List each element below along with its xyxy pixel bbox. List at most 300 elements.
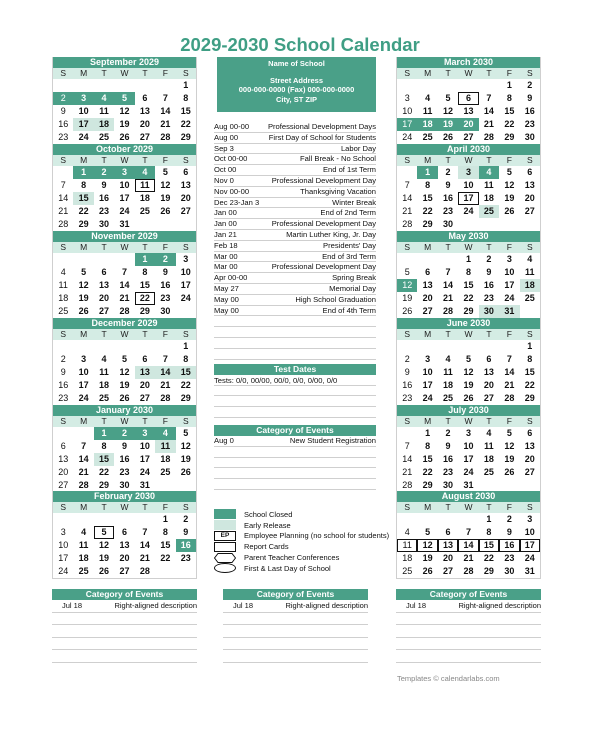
legend-label: Parent Teacher Conferences (244, 553, 340, 563)
event-description: Fall Break - No School (300, 154, 376, 164)
event-description: Professional Development Day (271, 175, 376, 185)
day-cell: 4 (94, 92, 114, 105)
category-row (223, 600, 368, 613)
day-cell: 12 (119, 367, 130, 377)
event-date: May 27 (214, 283, 239, 293)
day-cell: 27 (422, 306, 433, 316)
day-cell (458, 340, 478, 353)
event-row (214, 219, 376, 230)
day-cell: 1 (486, 514, 492, 524)
page-title: 2029-2030 School Calendar (180, 34, 420, 55)
day-cell: 17 (73, 118, 93, 131)
day-cell: 13 (139, 106, 150, 116)
weekday-header (397, 329, 540, 340)
weekday-label: T (445, 155, 451, 165)
day-cell: 21 (443, 293, 454, 303)
legend-label: Early Release (244, 520, 291, 530)
day-cell: 22 (180, 119, 191, 129)
day-cell: 22 (135, 292, 155, 305)
day-cell: 3 (73, 92, 93, 105)
legend-label: First & Last Day of School (244, 563, 331, 573)
event-description: Thanksgiving Vacation (300, 186, 376, 196)
weekday-header (53, 68, 196, 79)
day-cell: 12 (99, 540, 110, 550)
month-title: August 2030 (397, 491, 540, 502)
category-date: Jul 18 (62, 601, 83, 610)
day-cell: 7 (162, 354, 168, 364)
weekday-label: M (80, 242, 88, 252)
day-cell: 16 (160, 280, 171, 290)
day-cell: 30 (160, 306, 171, 316)
day-cell: 8 (425, 180, 431, 190)
day-cell: 9 (404, 367, 410, 377)
day-cell: 5 (94, 526, 114, 539)
day-cell: 19 (463, 380, 474, 390)
day-cell: 9 (162, 267, 168, 277)
day-cell: 2 (94, 166, 114, 179)
category-desc: Right-aligned description (285, 601, 368, 610)
day-cell: 4 (486, 428, 492, 438)
event-row (214, 230, 376, 241)
weekday-header (397, 502, 540, 513)
day-cell: 1 (527, 341, 533, 351)
month-block (52, 57, 197, 158)
event-description: Winter Break (332, 197, 376, 207)
day-cell (94, 513, 114, 526)
day-cell: 9 (506, 527, 512, 537)
month-title: October 2029 (53, 144, 196, 155)
event-date: Oct 00 (214, 165, 237, 175)
day-cell (135, 513, 155, 526)
day-cell: 26 (463, 393, 474, 403)
weekday-label: S (404, 329, 411, 339)
day-cell: 29 (463, 306, 474, 316)
day-cell: 21 (78, 467, 89, 477)
day-cell: 13 (422, 280, 433, 290)
day-cell: 11 (525, 267, 535, 277)
day-cell: 2 (506, 514, 512, 524)
day-cell: 25 (402, 566, 413, 576)
event-date: Mar 00 (214, 251, 238, 261)
weekday-label: S (526, 329, 533, 339)
day-cell: 27 (483, 393, 494, 403)
blank-line (52, 613, 197, 626)
day-grid (53, 166, 196, 231)
day-cell: 19 (402, 293, 413, 303)
event-row (214, 122, 376, 133)
day-cell: 17 (422, 380, 433, 390)
weekday-label: T (142, 68, 148, 78)
bottom-events-right (396, 589, 541, 663)
day-cell: 11 (99, 106, 109, 116)
day-cell: 11 (397, 539, 417, 552)
day-cell: 10 (402, 106, 413, 116)
event-row (214, 273, 376, 284)
day-cell: 11 (58, 280, 68, 290)
weekday-header (53, 329, 196, 340)
day-cell: 30 (119, 480, 130, 490)
day-cell: 18 (99, 380, 110, 390)
day-cell: 15 (504, 106, 515, 116)
day-cell: 17 (78, 380, 89, 390)
day-cell: 21 (402, 206, 413, 216)
weekday-label: S (526, 502, 533, 512)
day-cell: 21 (463, 553, 474, 563)
event-date: Jan 00 (214, 219, 237, 229)
day-cell: 22 (422, 206, 433, 216)
weekday-label: F (506, 329, 512, 339)
month-block (52, 405, 197, 493)
day-cell: 25 (99, 393, 110, 403)
day-cell: 16 (58, 119, 69, 129)
day-cell: 28 (78, 480, 89, 490)
day-cell: 11 (484, 441, 494, 451)
day-cell: 7 (121, 267, 127, 277)
day-cell: 2 (527, 80, 533, 90)
day-cell: 1 (417, 166, 437, 179)
weekday-label: T (445, 242, 451, 252)
day-cell: 8 (183, 354, 189, 364)
day-cell: 18 (160, 454, 171, 464)
day-cell: 7 (142, 527, 148, 537)
school-name: Name of School (268, 59, 325, 68)
dark-swatch-icon (214, 509, 236, 519)
day-cell: 12 (119, 106, 130, 116)
day-cell: 18 (443, 380, 454, 390)
day-cell: 20 (180, 193, 191, 203)
day-cell: 20 (524, 193, 535, 203)
blank-line (214, 468, 376, 479)
day-cell: 29 (139, 306, 150, 316)
day-cell: 14 (160, 106, 171, 116)
day-cell: 20 (524, 454, 535, 464)
event-date: May 00 (214, 305, 239, 315)
blank-line (214, 316, 376, 327)
day-cell: 26 (99, 566, 110, 576)
day-cell: 22 (160, 553, 171, 563)
day-cell: 5 (121, 354, 127, 364)
day-cell (73, 340, 93, 353)
day-cell: 28 (504, 393, 515, 403)
day-cell: 3 (114, 166, 134, 179)
day-cell: 30 (479, 305, 499, 318)
weekday-label: M (424, 329, 432, 339)
day-cell: 26 (504, 467, 515, 477)
day-cell: 5 (162, 167, 168, 177)
weekday-header (53, 416, 196, 427)
blank-line (223, 650, 368, 663)
day-cell: 8 (425, 441, 431, 451)
day-cell: 24 (180, 293, 191, 303)
day-cell: 18 (520, 279, 540, 292)
day-cell: 15 (479, 539, 499, 552)
blank-line (214, 447, 376, 458)
weekday-label: W (120, 155, 129, 165)
weekday-label: T (486, 68, 492, 78)
day-cell: 10 (422, 367, 433, 377)
blank-line (223, 625, 368, 638)
weekday-label: S (404, 416, 411, 426)
day-cell (397, 79, 417, 92)
month-block (52, 231, 197, 319)
day-cell: 19 (422, 553, 433, 563)
weekday-header (53, 155, 196, 166)
day-cell: 3 (60, 527, 66, 537)
day-cell: 16 (119, 454, 130, 464)
day-cell: 16 (483, 280, 494, 290)
month-title: September 2029 (53, 57, 196, 68)
day-cell: 24 (463, 467, 474, 477)
category-heading: Category of Events (223, 589, 368, 600)
day-cell: 16 (524, 106, 535, 116)
month-title: November 2029 (53, 231, 196, 242)
day-cell: 23 (58, 132, 69, 142)
blank-line (214, 386, 376, 397)
day-cell: 3 (81, 354, 87, 364)
day-cell (73, 79, 93, 92)
day-cell: 27 (58, 480, 69, 490)
day-cell: 22 (483, 553, 494, 563)
day-cell (114, 79, 134, 92)
day-cell: 23 (524, 119, 535, 129)
day-cell: 28 (58, 219, 69, 229)
day-cell: 11 (99, 367, 109, 377)
day-cell: 11 (155, 440, 175, 453)
weekday-label: S (526, 155, 533, 165)
day-cell: 12 (504, 441, 515, 451)
day-cell: 25 (443, 393, 454, 403)
day-cell: 5 (465, 354, 471, 364)
weekday-label: M (80, 155, 88, 165)
day-cell: 5 (506, 428, 512, 438)
day-cell: 23 (180, 553, 191, 563)
day-cell: 7 (506, 354, 512, 364)
weekday-label: T (486, 242, 492, 252)
day-cell: 1 (465, 254, 471, 264)
day-cell (53, 340, 73, 353)
day-grid (397, 427, 540, 492)
footer-credit[interactable]: Templates © calendarlabs.com (397, 674, 500, 683)
month-block (396, 405, 541, 493)
day-cell: 27 (139, 393, 150, 403)
day-grid (53, 427, 196, 492)
day-cell: 16 (402, 380, 413, 390)
day-cell: 24 (139, 467, 150, 477)
weekday-header (397, 242, 540, 253)
day-cell: 22 (524, 380, 535, 390)
event-description: Professional Development Days (267, 122, 376, 131)
day-cell (438, 253, 458, 266)
weekday-label: S (182, 242, 189, 252)
day-cell: 5 (81, 267, 87, 277)
day-cell: 8 (162, 527, 168, 537)
day-cell: 1 (506, 80, 512, 90)
day-cell: 24 (78, 132, 89, 142)
day-cell: 14 (402, 454, 413, 464)
day-cell: 11 (135, 179, 155, 192)
day-cell: 21 (119, 293, 130, 303)
day-cell (397, 166, 417, 179)
day-cell: 17 (397, 118, 417, 131)
day-cell: 24 (504, 293, 515, 303)
event-row (214, 262, 376, 273)
blank-line (396, 625, 541, 638)
day-cell: 23 (160, 293, 171, 303)
events-list (214, 122, 376, 316)
day-cell: 21 (139, 553, 150, 563)
day-cell: 20 (119, 553, 130, 563)
weekday-label: W (464, 416, 473, 426)
day-cell: 10 (119, 180, 130, 190)
day-cell: 14 (78, 454, 89, 464)
day-cell: 20 (458, 118, 478, 131)
day-cell: 23 (443, 467, 454, 477)
day-cell: 26 (119, 132, 130, 142)
day-cell: 23 (504, 553, 515, 563)
day-cell: 5 (425, 527, 431, 537)
day-cell: 10 (139, 441, 150, 451)
day-cell: 18 (402, 553, 413, 563)
day-cell: 25 (483, 467, 494, 477)
weekday-label: S (526, 68, 533, 78)
day-cell (114, 340, 134, 353)
month-title: July 2030 (397, 405, 540, 416)
day-cell: 6 (142, 354, 148, 364)
day-cell: 15 (176, 366, 196, 379)
day-cell: 3 (135, 427, 155, 440)
day-cell: 6 (458, 92, 478, 105)
day-cell: 12 (417, 539, 437, 552)
hexagon-icon (214, 553, 236, 563)
day-cell: 14 (58, 193, 69, 203)
day-cell (479, 218, 499, 231)
day-cell: 11 (443, 367, 453, 377)
day-cell (155, 79, 175, 92)
category-heading: Category of Events (396, 589, 541, 600)
day-cell: 7 (486, 93, 492, 103)
day-cell: 27 (119, 566, 130, 576)
day-cell: 1 (425, 428, 431, 438)
day-cell: 30 (524, 132, 535, 142)
day-cell: 29 (483, 566, 494, 576)
day-cell: 24 (422, 393, 433, 403)
day-cell: 21 (483, 119, 494, 129)
day-cell: 7 (60, 180, 66, 190)
weekday-label: F (162, 155, 168, 165)
month-block (396, 318, 541, 419)
day-cell: 22 (422, 467, 433, 477)
day-cell: 24 (119, 206, 130, 216)
weekday-label: T (101, 416, 107, 426)
weekday-label: F (506, 416, 512, 426)
day-cell: 28 (443, 306, 454, 316)
day-cell (94, 253, 114, 266)
day-cell: 3 (425, 354, 431, 364)
day-cell: 23 (443, 206, 454, 216)
day-cell: 19 (438, 118, 458, 131)
day-cell (135, 340, 155, 353)
weekday-label: S (182, 502, 189, 512)
day-cell (499, 218, 519, 231)
day-cell: 6 (486, 354, 492, 364)
day-cell (135, 218, 155, 231)
day-cell: 21 (58, 206, 69, 216)
day-cell: 31 (524, 566, 535, 576)
day-cell: 18 (483, 193, 494, 203)
weekday-label: W (464, 242, 473, 252)
day-cell (438, 79, 458, 92)
day-cell: 2 (155, 253, 175, 266)
day-cell: 2 (53, 92, 73, 105)
category-row (214, 436, 376, 447)
day-cell: 25 (58, 306, 69, 316)
category-desc: Right-aligned description (458, 601, 541, 610)
event-description: End of 2nd Term (320, 208, 376, 218)
day-cell: 27 (443, 566, 454, 576)
day-cell: 28 (160, 132, 171, 142)
day-cell: 9 (60, 106, 66, 116)
test-dates-text: Tests: 0/0, 00/00, 00/0, 0/0, 0/00, 0/0 (214, 375, 376, 386)
day-cell: 2 (486, 254, 492, 264)
day-cell (438, 340, 458, 353)
weekday-label: M (80, 416, 88, 426)
day-cell: 22 (463, 293, 474, 303)
day-cell: 18 (58, 293, 69, 303)
weekday-header (397, 416, 540, 427)
weekday-label: W (120, 242, 129, 252)
day-cell: 3 (183, 254, 189, 264)
legend-item (214, 509, 404, 520)
weekday-label: W (464, 502, 473, 512)
weekday-label: S (404, 68, 411, 78)
event-description: Labor Day (340, 143, 376, 153)
category-row (52, 600, 197, 613)
day-cell: 13 (180, 180, 191, 190)
day-cell: 26 (422, 566, 433, 576)
day-cell (53, 253, 73, 266)
day-cell: 4 (527, 254, 533, 264)
day-cell: 14 (504, 367, 515, 377)
legend (214, 509, 404, 574)
event-description: Memorial Day (329, 283, 376, 293)
day-cell: 17 (463, 454, 474, 464)
weekday-label: S (526, 416, 533, 426)
event-row (214, 284, 376, 295)
day-cell: 16 (58, 380, 69, 390)
legend-label: Employee Planning (no school for students) (244, 531, 390, 541)
day-cell: 19 (119, 119, 130, 129)
day-cell: 20 (422, 293, 433, 303)
weekday-label: T (101, 68, 107, 78)
day-cell: 15 (180, 106, 191, 116)
legend-item (214, 520, 404, 531)
event-row (214, 144, 376, 155)
weekday-label: S (60, 155, 67, 165)
weekday-label: T (445, 416, 451, 426)
day-cell: 10 (180, 267, 191, 277)
month-block (396, 231, 541, 319)
day-cell (53, 79, 73, 92)
weekday-label: S (60, 502, 67, 512)
day-cell (73, 513, 93, 526)
event-description: Martin Luther King, Jr. Day (286, 229, 376, 239)
event-date: Jan 00 (214, 208, 237, 218)
weekday-label: M (424, 155, 432, 165)
blank-line (214, 338, 376, 349)
day-cell: 29 (504, 132, 515, 142)
day-cell: 13 (58, 454, 69, 464)
blank-line (52, 650, 197, 663)
